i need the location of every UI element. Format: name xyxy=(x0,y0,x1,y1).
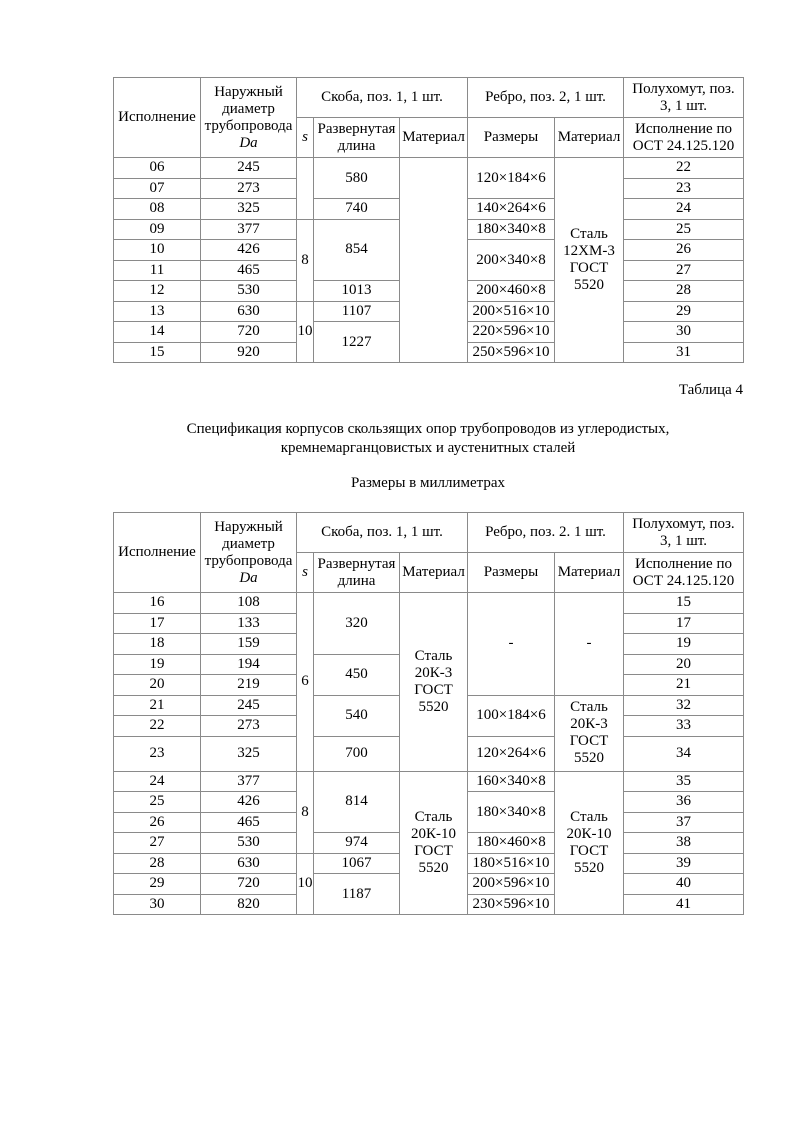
table-cell-half-clamp: 31 xyxy=(624,342,744,363)
table-cell-s-empty xyxy=(297,158,314,220)
table-number: Таблица 4 xyxy=(678,382,743,398)
header-half-clamp: Полухомут, поз. 3, 1 шт. xyxy=(624,78,744,118)
units-note: Размеры в миллиметрах xyxy=(350,475,506,491)
table-cell-unfolded-length: 1107 xyxy=(314,301,400,322)
header-bracket: Скоба, поз. 1, 1 шт. xyxy=(297,513,468,553)
table-cell-unfolded-length: 580 xyxy=(314,158,400,199)
table-cell-variant: 10 xyxy=(114,240,201,261)
table-cell-variant: 12 xyxy=(114,281,201,302)
table-cell-unfolded-length: 974 xyxy=(314,833,400,854)
table-cell-rib-size: 230×596×10 xyxy=(468,894,555,915)
table-cell-rib-size: 180×340×8 xyxy=(468,219,555,240)
table-cell-unfolded-length: 450 xyxy=(314,654,400,695)
table-cell-half-clamp: 38 xyxy=(624,833,744,854)
table-cell-variant: 22 xyxy=(114,716,201,737)
header-unfolded-length: Развернутая длина xyxy=(314,553,400,593)
spec-table-upper xyxy=(113,77,744,363)
table-cell-diameter: 273 xyxy=(201,716,297,737)
header-unfolded-length: Развернутая длина xyxy=(314,118,400,158)
table-cell-diameter: 465 xyxy=(201,812,297,833)
table-cell-variant: 20 xyxy=(114,675,201,696)
table-cell-rib-material: - xyxy=(555,593,624,696)
table-cell-unfolded-length: 1067 xyxy=(314,853,400,874)
table-cell-unfolded-length: 700 xyxy=(314,736,400,771)
header-outer-diameter: Наружный диаметр трубопровода Da xyxy=(201,513,297,593)
table-cell-variant: 09 xyxy=(114,219,201,240)
table-cell-unfolded-length: 854 xyxy=(314,219,400,281)
table-cell-rib-size: 160×340×8 xyxy=(468,771,555,792)
table-title-line1: Спецификация корпусов скользящих опор трубопроводов из углеродистых, xyxy=(186,421,670,437)
table-cell-unfolded-length: 1227 xyxy=(314,322,400,363)
table-cell-diameter: 377 xyxy=(201,771,297,792)
header-s: s xyxy=(297,118,314,158)
header-rib-sizes: Размеры xyxy=(468,553,555,593)
table-cell-variant: 13 xyxy=(114,301,201,322)
table-cell-variant: 21 xyxy=(114,695,201,716)
table-cell-half-clamp: 27 xyxy=(624,260,744,281)
table-cell-bracket-material-empty xyxy=(400,158,468,363)
table-cell-rib-size: 200×340×8 xyxy=(468,240,555,281)
table-cell-diameter: 465 xyxy=(201,260,297,281)
table-cell-rib-size: 200×460×8 xyxy=(468,281,555,302)
table-cell-half-clamp: 21 xyxy=(624,675,744,696)
table-cell-diameter: 245 xyxy=(201,695,297,716)
table-cell-half-clamp: 19 xyxy=(624,634,744,655)
table-cell-unfolded-length: 1013 xyxy=(314,281,400,302)
table-cell-rib-size: 200×596×10 xyxy=(468,874,555,895)
table-cell-diameter: 920 xyxy=(201,342,297,363)
table-title-line2: кремнемарганцовистых и аустенитных сталей xyxy=(280,440,576,456)
table-cell-rib-size: 180×340×8 xyxy=(468,792,555,833)
table-cell-rib-size: 180×516×10 xyxy=(468,853,555,874)
table-cell-rib-material: Сталь 20К-10 ГОСТ 5520 xyxy=(555,771,624,915)
header-half-clamp-variant: Исполнение по ОСТ 24.125.120 xyxy=(624,118,744,158)
header-bracket-material: Материал xyxy=(400,553,468,593)
header-variant: Исполнение xyxy=(114,78,201,158)
header-bracket-material: Материал xyxy=(400,118,468,158)
table-cell-diameter: 720 xyxy=(201,322,297,343)
header-rib: Ребро, поз. 2. 1 шт. xyxy=(468,513,624,553)
table-cell-diameter: 530 xyxy=(201,281,297,302)
table-cell-diameter: 245 xyxy=(201,158,297,179)
table-cell-half-clamp: 37 xyxy=(624,812,744,833)
table-cell-diameter: 820 xyxy=(201,894,297,915)
table-cell-rib-size: 100×184×6 xyxy=(468,695,555,736)
table-cell-half-clamp: 17 xyxy=(624,613,744,634)
table-cell-half-clamp: 40 xyxy=(624,874,744,895)
table-cell-half-clamp: 41 xyxy=(624,894,744,915)
table-cell-half-clamp: 20 xyxy=(624,654,744,675)
table-cell-diameter: 325 xyxy=(201,736,297,771)
table-cell-half-clamp: 29 xyxy=(624,301,744,322)
table-cell-variant: 25 xyxy=(114,792,201,813)
table-cell-variant: 27 xyxy=(114,833,201,854)
table-cell-variant: 26 xyxy=(114,812,201,833)
table-cell-rib-size: 180×460×8 xyxy=(468,833,555,854)
table-cell-diameter: 219 xyxy=(201,675,297,696)
table-cell-rib-size: 120×264×6 xyxy=(468,736,555,771)
table-cell-diameter: 630 xyxy=(201,301,297,322)
table-cell-variant: 07 xyxy=(114,178,201,199)
table-cell-diameter: 426 xyxy=(201,792,297,813)
table-cell-variant: 11 xyxy=(114,260,201,281)
table-cell-rib-size: 250×596×10 xyxy=(468,342,555,363)
table-cell-diameter: 377 xyxy=(201,219,297,240)
table-cell-bracket-material: Сталь 20К-10 ГОСТ 5520 xyxy=(400,771,468,915)
header-rib: Ребро, поз. 2, 1 шт. xyxy=(468,78,624,118)
table-cell-diameter: 530 xyxy=(201,833,297,854)
table-cell-variant: 17 xyxy=(114,613,201,634)
diameter-symbol: Da xyxy=(239,569,258,586)
table-cell-half-clamp: 26 xyxy=(624,240,744,261)
table-cell-diameter: 426 xyxy=(201,240,297,261)
table-cell-half-clamp: 23 xyxy=(624,178,744,199)
table-cell-variant: 06 xyxy=(114,158,201,179)
table-cell-bracket-material: Сталь 20К-3 ГОСТ 5520 xyxy=(400,593,468,772)
table-cell-rib-size: 120×184×6 xyxy=(468,158,555,199)
table-cell-variant: 15 xyxy=(114,342,201,363)
table-cell-half-clamp: 36 xyxy=(624,792,744,813)
header-rib-sizes: Размеры xyxy=(468,118,555,158)
table-cell-variant: 24 xyxy=(114,771,201,792)
table-cell-half-clamp: 15 xyxy=(624,593,744,614)
table-cell-variant: 30 xyxy=(114,894,201,915)
header-half-clamp-variant: Исполнение по ОСТ 24.125.120 xyxy=(624,553,744,593)
table-cell-half-clamp: 32 xyxy=(624,695,744,716)
table-cell-variant: 23 xyxy=(114,736,201,771)
table-cell-rib-material: Сталь 20К-3 ГОСТ 5520 xyxy=(555,695,624,771)
table-cell-unfolded-length: 740 xyxy=(314,199,400,220)
table-cell-variant: 18 xyxy=(114,634,201,655)
table-cell-unfolded-length: 814 xyxy=(314,771,400,833)
table-cell-diameter: 630 xyxy=(201,853,297,874)
table-cell-half-clamp: 28 xyxy=(624,281,744,302)
table-cell-variant: 19 xyxy=(114,654,201,675)
table-cell-diameter: 133 xyxy=(201,613,297,634)
table-cell-half-clamp: 39 xyxy=(624,853,744,874)
table-cell-diameter: 273 xyxy=(201,178,297,199)
table-cell-unfolded-length: 1187 xyxy=(314,874,400,915)
table-cell-rib-size: 200×516×10 xyxy=(468,301,555,322)
header-s: s xyxy=(297,553,314,593)
table-cell-variant: 29 xyxy=(114,874,201,895)
header-bracket: Скоба, поз. 1, 1 шт. xyxy=(297,78,468,118)
table-cell-s: 8 xyxy=(297,219,314,301)
table-cell-half-clamp: 25 xyxy=(624,219,744,240)
diameter-symbol: Da xyxy=(239,134,258,151)
table-cell-unfolded-length: 540 xyxy=(314,695,400,736)
table-cell-half-clamp: 22 xyxy=(624,158,744,179)
table-cell-s: 10 xyxy=(297,301,314,363)
table-cell-half-clamp: 34 xyxy=(624,736,744,771)
table-cell-diameter: 108 xyxy=(201,593,297,614)
table-cell-variant: 28 xyxy=(114,853,201,874)
table-cell-variant: 16 xyxy=(114,593,201,614)
table-cell-diameter: 159 xyxy=(201,634,297,655)
table-cell-rib-size: - xyxy=(468,593,555,696)
table-cell-half-clamp: 30 xyxy=(624,322,744,343)
header-rib-material: Материал xyxy=(555,118,624,158)
table-cell-diameter: 194 xyxy=(201,654,297,675)
header-variant: Исполнение xyxy=(114,513,201,593)
table-cell-half-clamp: 24 xyxy=(624,199,744,220)
spec-table-4 xyxy=(113,512,744,915)
header-rib-material: Материал xyxy=(555,553,624,593)
table-cell-s: 6 xyxy=(297,593,314,772)
table-cell-diameter: 325 xyxy=(201,199,297,220)
header-outer-diameter: Наружный диаметр трубопровода Da xyxy=(201,78,297,158)
table-cell-rib-material: Сталь 12ХМ-3 ГОСТ 5520 xyxy=(555,158,624,363)
table-cell-unfolded-length: 320 xyxy=(314,593,400,655)
table-cell-s: 10 xyxy=(297,853,314,915)
table-cell-half-clamp: 35 xyxy=(624,771,744,792)
table-cell-half-clamp: 33 xyxy=(624,716,744,737)
table-cell-variant: 14 xyxy=(114,322,201,343)
table-cell-rib-size: 140×264×6 xyxy=(468,199,555,220)
table-cell-variant: 08 xyxy=(114,199,201,220)
table-cell-rib-size: 220×596×10 xyxy=(468,322,555,343)
table-cell-diameter: 720 xyxy=(201,874,297,895)
table-cell-s: 8 xyxy=(297,771,314,853)
header-half-clamp: Полухомут, поз. 3, 1 шт. xyxy=(624,513,744,553)
